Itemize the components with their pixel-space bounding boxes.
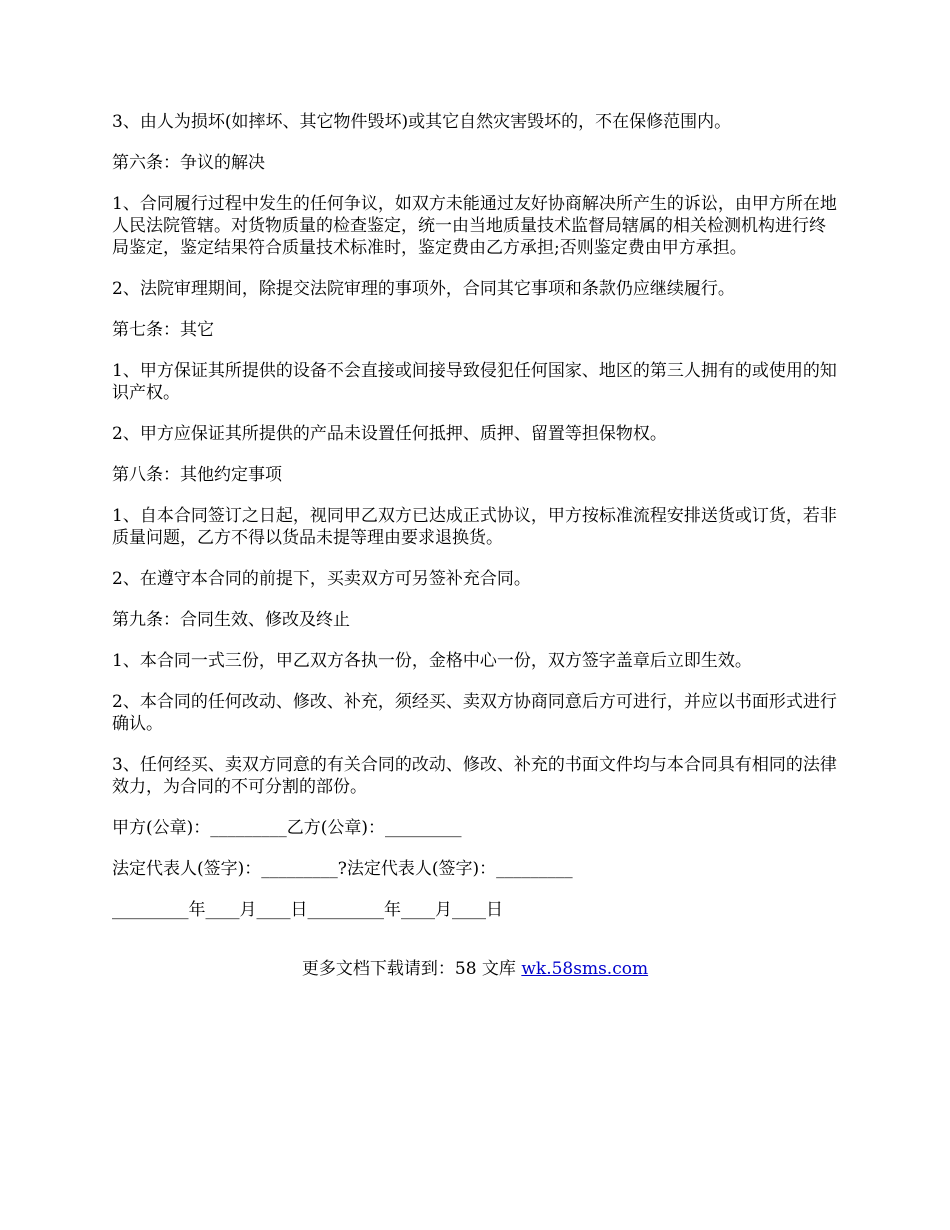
- document-body: [112, 111, 837, 940]
- article-7-heading: 第七条：其它: [112, 320, 214, 340]
- article-6-clause-1: 1、合同履行过程中发生的任何争议，如双方未能通过友好协商解决所产生的诉讼，由甲方所在地人民法院管辖。对货物质量的检查鉴定，统一由当地质量技术监督局辖属的相关检测机构进行终局鉴定，鉴定结果符合质量技术标准时，鉴定费由乙方承担;否则鉴定费由甲方承担。: [112, 194, 837, 258]
- article-9-clause-2: 2、本合同的任何改动、修改、补充，须经买、卖双方协商同意后方可进行，并应以书面形式进行确认。: [112, 692, 837, 734]
- signature-seal-line: 甲方(公章)：_________乙方(公章)：_________: [112, 818, 462, 838]
- article-7-clause-1: 1、甲方保证其所提供的设备不会直接或间接导致侵犯任何国家、地区的第三人拥有的或使用的知识产权。: [112, 361, 837, 403]
- signature-representative-line: 法定代表人(签字)：_________?法定代表人(签字)：_________: [112, 859, 573, 879]
- article-6-heading: 第六条：争议的解决: [112, 153, 265, 173]
- article-8-clause-2: 2、在遵守本合同的前提下，买卖双方可另签补充合同。: [112, 569, 531, 589]
- clause-3-repair-exclusion: 3、由人为损坏(如摔坏、其它物件毁坏)或其它自然灾害毁坏的，不在保修范围内。: [112, 112, 732, 132]
- download-footer: [0, 958, 950, 980]
- article-9-clause-1: 1、本合同一式三份，甲乙双方各执一份，金格中心一份，双方签字盖章后立即生效。: [112, 651, 752, 671]
- article-8-clause-1: 1、自本合同签订之日起，视同甲乙双方已达成正式协议，甲方按标准流程安排送货或订货，若非质量问题，乙方不得以货品未提等理由要求退换货。: [112, 506, 837, 548]
- footer-text: 更多文档下载请到：58 文库: [301, 959, 522, 979]
- article-6-clause-2: 2、法院审理期间，除提交法院审理的事项外，合同其它事项和条款仍应继续履行。: [112, 279, 735, 299]
- article-9-clause-3: 3、任何经买、卖双方同意的有关合同的改动、修改、补充的书面文件均与本合同具有相同的法律效力，为合同的不可分割的部份。: [112, 755, 837, 797]
- article-8-heading: 第八条：其他约定事项: [112, 465, 282, 485]
- article-9-heading: 第九条：合同生效、修改及终止: [112, 610, 350, 630]
- signature-date-line: _________年____月____日_________年____月____日: [112, 900, 503, 920]
- footer-link[interactable]: wk.58sms.com: [521, 959, 649, 979]
- article-7-clause-2: 2、甲方应保证其所提供的产品未设置任何抵押、质押、留置等担保物权。: [112, 424, 667, 444]
